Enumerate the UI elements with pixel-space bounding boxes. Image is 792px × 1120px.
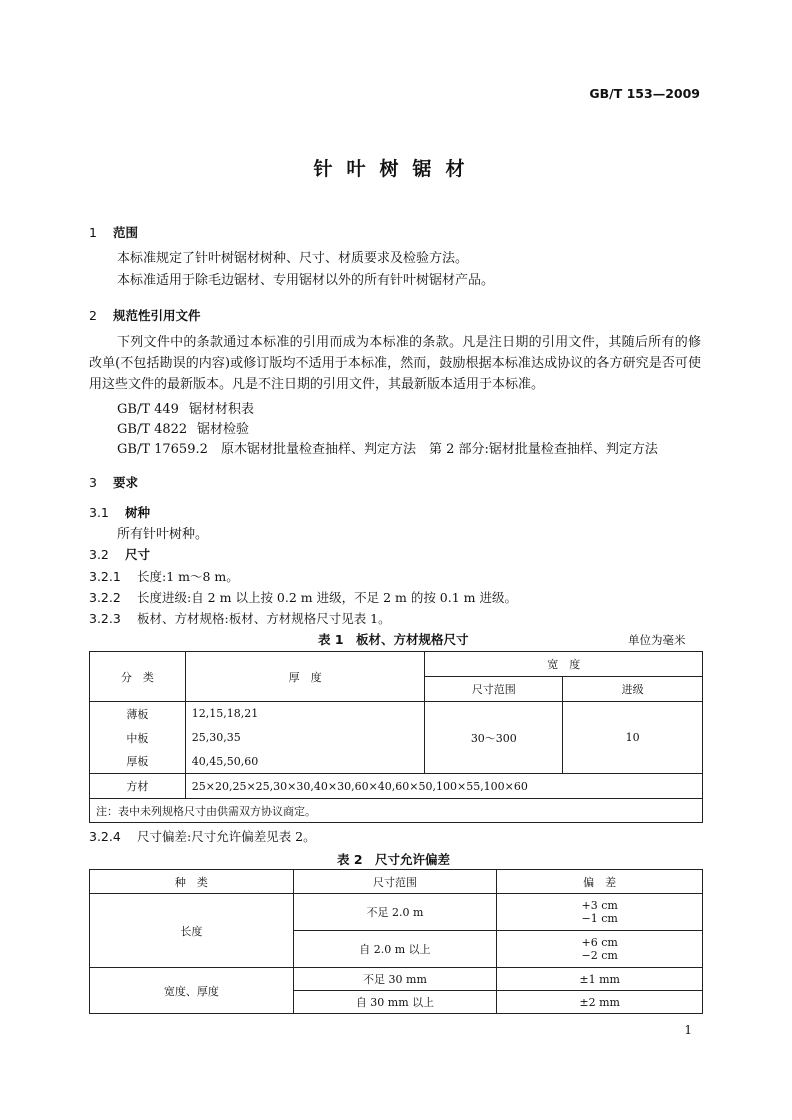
header-kind: 种 类 [90, 870, 294, 894]
clause-text: 长度进级:自 2 m 以上按 0.2 m 进级，不足 2 m 的按 0.1 m 进级。 [137, 590, 517, 605]
paragraph: 本标准适用于除毛边锯材、专用锯材以外的所有针叶树锯材产品。 [117, 273, 495, 288]
table-2 [89, 869, 703, 1014]
table-1 [89, 651, 703, 823]
reference-code: GB/T 4822 [117, 422, 188, 437]
clause-number: 3.2.1 [89, 569, 121, 584]
page-number: 1 [684, 1023, 692, 1037]
range-value: 自 2.0 m 以上 [293, 931, 497, 968]
section-title: 要求 [113, 475, 139, 490]
header-width-range: 尺寸范围 [425, 677, 563, 702]
section-1-heading [89, 223, 138, 241]
square-timber-sizes: 25×20,25×25,30×30,40×30,60×40,60×50,100×55,100×60 [185, 774, 702, 799]
deviation-plus: +6 cm [581, 936, 618, 949]
clause-text: 尺寸偏差:尺寸允许偏差见表 2。 [137, 829, 316, 844]
header-width-step: 进级 [563, 677, 703, 702]
header-width: 宽 度 [425, 652, 703, 677]
section-number: 3 [89, 475, 97, 490]
deviation-minus: −1 cm [581, 912, 618, 925]
deviation-value: ±2 mm [497, 991, 703, 1014]
standard-number: GB/T 153—2009 [589, 86, 700, 101]
width-step-value: 10 [563, 702, 703, 774]
square-timber-type: 方材 [90, 774, 186, 799]
reference-item [117, 420, 249, 440]
clause-number: 3.2.4 [89, 829, 121, 844]
board-type: 薄板 [90, 702, 186, 726]
deviation-value [497, 894, 703, 931]
deviation-plus: +3 cm [581, 899, 618, 912]
deviation-value: ±1 mm [497, 968, 703, 991]
range-value: 自 30 mm 以上 [293, 991, 497, 1014]
section-number: 2 [89, 308, 97, 323]
header-category: 分 类 [90, 652, 186, 702]
table-1-caption: 表 1 板材、方材规格尺寸 [318, 632, 469, 647]
reference-code: GB/T 449 [117, 402, 179, 417]
deviation-minus: −2 cm [581, 949, 618, 962]
kind-width-thickness: 宽度、厚度 [90, 968, 294, 1014]
range-value: 不足 2.0 m [293, 894, 497, 931]
table-2-caption: 表 2 尺寸允许偏差 [337, 852, 451, 867]
clause-3-2-4 [89, 827, 316, 845]
subsection-3-2-heading [89, 545, 150, 563]
section-title: 规范性引用文件 [113, 308, 201, 323]
section-number: 1 [89, 225, 97, 240]
header-deviation: 偏 差 [497, 870, 703, 894]
board-thickness: 12,15,18,21 [185, 702, 425, 726]
kind-length: 长度 [90, 894, 294, 968]
references-intro: 下列文件中的条款通过本标准的引用而成为本标准的条款。凡是注日期的引用文件，其随后所有的修改单(不包括勘误的内容)或修订版均不适用于本标准，然而，鼓励根据本标准达成协议的各方研究是否可使用这些文件的最新版本。凡是不注日期的引用文件，其最新版本适用于本标准。 [89, 335, 701, 392]
subsection-number: 3.2 [89, 547, 109, 562]
board-thickness: 40,45,50,60 [185, 750, 425, 774]
reference-item [117, 400, 254, 420]
document-title: 针叶树锯材 [313, 158, 479, 180]
board-type: 中板 [90, 726, 186, 750]
paragraph: 所有针叶树种。 [117, 527, 209, 542]
subsection-number: 3.1 [89, 505, 109, 520]
subsection-3-1-heading [89, 503, 150, 521]
width-range-value: 30～300 [425, 702, 563, 774]
clause-3-2-3 [89, 609, 391, 627]
paragraph: 本标准规定了针叶树锯材树种、尺寸、材质要求及检验方法。 [117, 251, 469, 266]
section-2-heading [89, 306, 201, 324]
clause-text: 长度:1 m～8 m。 [137, 569, 239, 584]
board-type: 厚板 [90, 750, 186, 774]
subsection-title: 树种 [125, 505, 151, 520]
subsection-title: 尺寸 [125, 547, 151, 562]
reference-title: 锯材检验 [197, 422, 250, 437]
clause-number: 3.2.2 [89, 590, 121, 605]
reference-item [117, 440, 658, 460]
clause-text: 板材、方材规格:板材、方材规格尺寸见表 1。 [137, 611, 391, 626]
reference-title: 原木锯材批量检查抽样、判定方法 第 2 部分:锯材批量检查抽样、判定方法 [221, 442, 658, 457]
table-1-note: 注：表中未列规格尺寸由供需双方协议商定。 [90, 799, 703, 823]
header-range: 尺寸范围 [293, 870, 497, 894]
section-3-heading [89, 473, 138, 491]
reference-title: 锯材材积表 [189, 402, 255, 417]
clause-3-2-2 [89, 588, 517, 606]
board-thickness: 25,30,35 [185, 726, 425, 750]
table-1-unit: 单位为毫米 [628, 633, 686, 647]
section-title: 范围 [113, 225, 139, 240]
deviation-value [497, 931, 703, 968]
reference-code: GB/T 17659.2 [117, 442, 208, 457]
range-value: 不足 30 mm [293, 968, 497, 991]
header-thickness: 厚 度 [185, 652, 425, 702]
clause-number: 3.2.3 [89, 611, 121, 626]
clause-3-2-1 [89, 567, 239, 585]
